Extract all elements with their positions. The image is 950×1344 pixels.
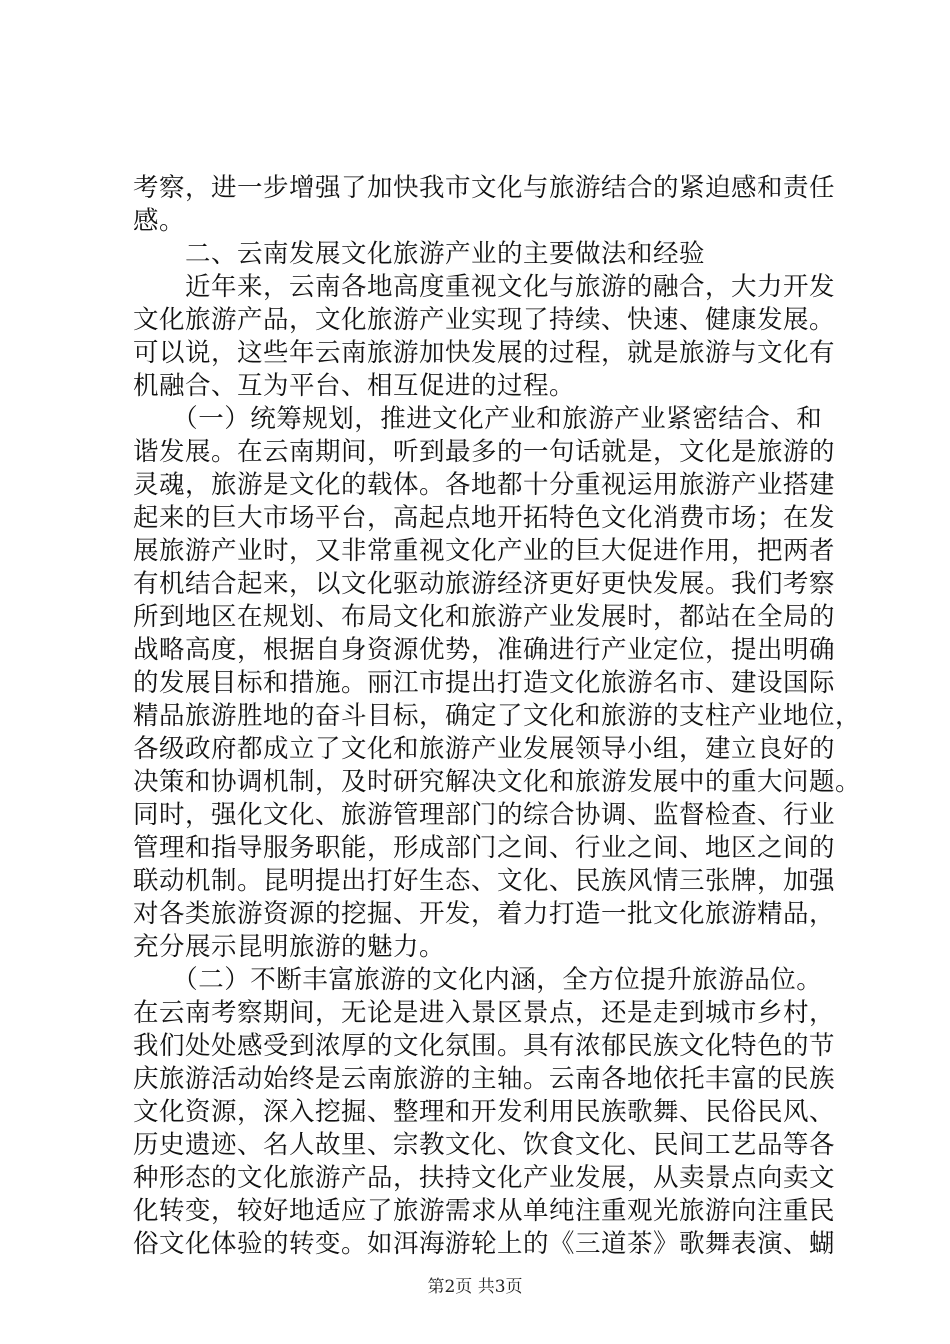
text-line: 可以说，这些年云南旅游加快发展的过程，就是旅游与文化有 — [133, 338, 836, 368]
text-line: 对各类旅游资源的挖掘、开发，着力打造一批文化旅游精品， — [133, 899, 836, 929]
text-line: 俗文化体验的转变。如洱海游轮上的《三道茶》歌舞表演、蝴 — [133, 1229, 836, 1259]
text-line: 的发展目标和措施。丽江市提出打造文化旅游名市、建设国际 — [133, 668, 836, 698]
text-line: 庆旅游活动始终是云南旅游的主轴。云南各地依托丰富的民族 — [133, 1064, 836, 1094]
text-line: 感。 — [133, 206, 186, 236]
text-line: 起来的巨大市场平台，高起点地开拓特色文化消费市场；在发 — [133, 503, 836, 533]
text-line: 化转变，较好地适应了旅游需求从单纯注重观光旅游向注重民 — [133, 1196, 836, 1226]
text-line: 有机结合起来，以文化驱动旅游经济更好更快发展。我们考察 — [133, 569, 836, 599]
text-line: 历史遗迹、名人故里、宗教文化、饮食文化、民间工艺品等各 — [133, 1130, 836, 1160]
text-line: 灵魂，旅游是文化的载体。各地都十分重视运用旅游产业搭建 — [133, 470, 836, 500]
text-line: 我们处处感受到浓厚的文化氛围。具有浓郁民族文化特色的节 — [133, 1031, 836, 1061]
text-line: 同时，强化文化、旅游管理部门的综合协调、监督检查、行业 — [133, 800, 836, 830]
text-line: 精品旅游胜地的奋斗目标，确定了文化和旅游的支柱产业地位， — [133, 701, 862, 731]
text-line: 战略高度，根据自身资源优势，准确进行产业定位，提出明确 — [133, 635, 836, 665]
text-line: 所到地区在规划、布局文化和旅游产业发展时，都站在全局的 — [133, 602, 836, 632]
text-line: 管理和指导服务职能，形成部门之间、行业之间、地区之间的 — [133, 833, 836, 863]
text-line: 联动机制。昆明提出打好生态、文化、民族风情三张牌，加强 — [133, 866, 836, 896]
text-line: 在云南考察期间，无论是进入景区景点，还是走到城市乡村， — [133, 998, 836, 1028]
subsection-line: （二）不断丰富旅游的文化内涵，全方位提升旅游品位。 — [133, 965, 823, 995]
text-line: 充分展示昆明旅游的魅力。 — [133, 932, 446, 962]
text-line: 文化旅游产品，文化旅游产业实现了持续、快速、健康发展。 — [133, 305, 836, 335]
page-number-footer: 第2页 共3页 — [427, 1277, 523, 1297]
section-heading: 二、云南发展文化旅游产业的主要做法和经验 — [133, 239, 706, 269]
document-body — [133, 172, 862, 1261]
text-line: 考察，进一步增强了加快我市文化与旅游结合的紧迫感和责任 — [133, 173, 836, 203]
subsection-line: （一）统筹规划，推进文化产业和旅游产业紧密结合、和 — [133, 404, 823, 434]
text-line: 决策和协调机制，及时研究解决文化和旅游发展中的重大问题。 — [133, 767, 862, 797]
text-line: 种形态的文化旅游产品，扶持文化产业发展，从卖景点向卖文 — [133, 1163, 836, 1193]
text-line: 机融合、互为平台、相互促进的过程。 — [133, 371, 576, 401]
text-line: 谐发展。在云南期间，听到最多的一句话就是，文化是旅游的 — [133, 437, 836, 467]
text-line: 展旅游产业时，又非常重视文化产业的巨大促进作用，把两者 — [133, 536, 836, 566]
text-line: 文化资源，深入挖掘、整理和开发利用民族歌舞、民俗民风、 — [133, 1097, 836, 1127]
text-line: 近年来，云南各地高度重视文化与旅游的融合，大力开发 — [133, 272, 836, 302]
text-line: 各级政府都成立了文化和旅游产业发展领导小组，建立良好的 — [133, 734, 836, 764]
